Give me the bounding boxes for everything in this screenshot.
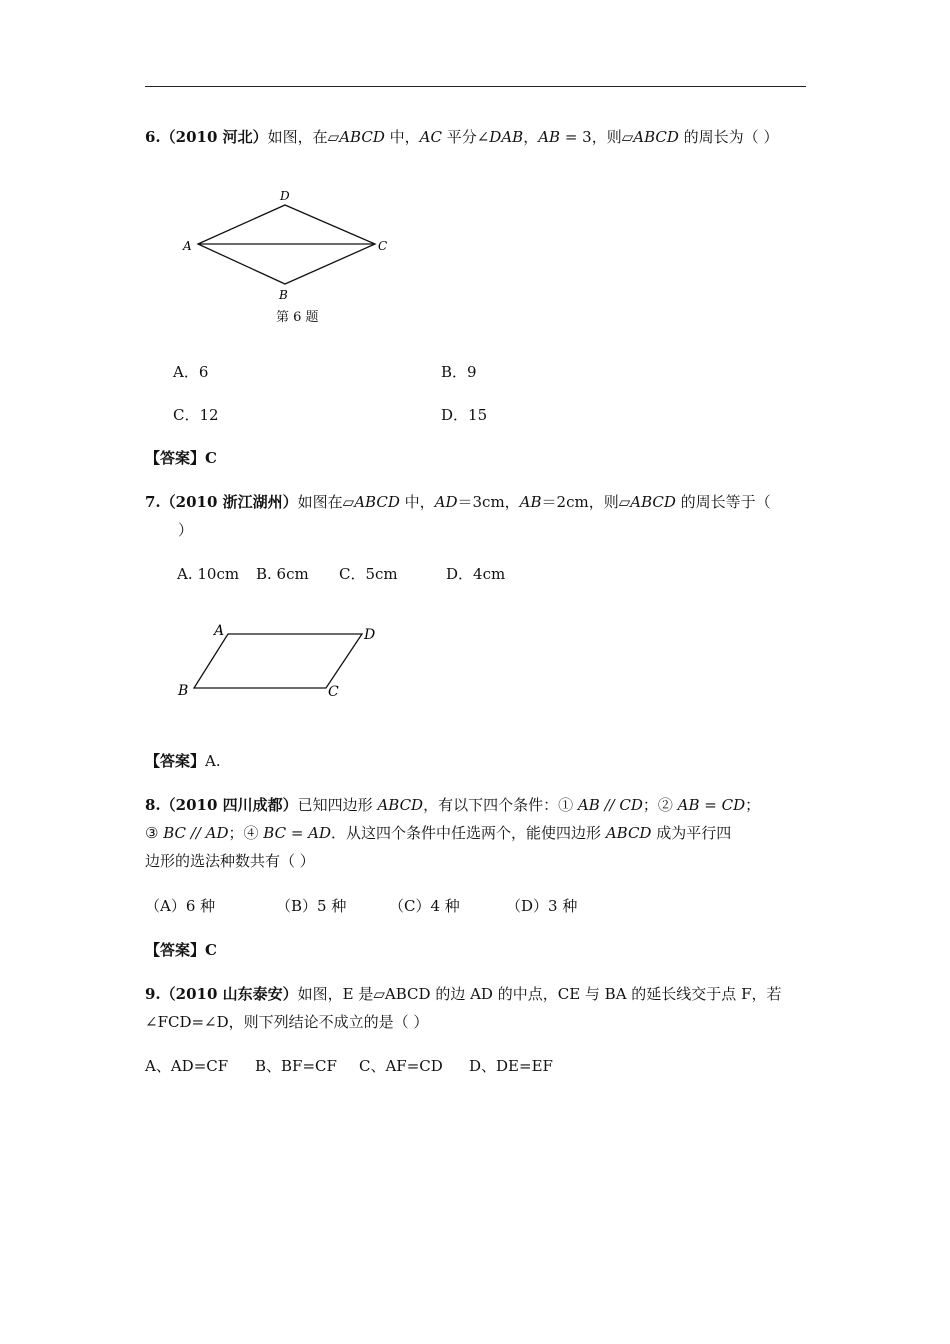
question-source: （2010 浙江湖州） [160,493,298,511]
parallelogram-symbol: ▱ [618,493,631,511]
figure-caption: 第 6 题 [276,310,319,325]
option-a: A、AD=CF [145,1057,229,1075]
question-7-stem-cont: ） [178,521,194,539]
rhombus-figure [170,180,410,310]
question-9-stem-line1: 9.（2010 山东泰安）如图，E 是▱ABCD 的边 AD 的中点，CE 与 BA 的延长线交于点 F，若 [145,985,782,1003]
label-b: B [279,288,288,302]
answer-7: 【答案】A. [145,752,221,770]
label-a: A [183,239,192,253]
answer-8: 【答案】C [145,941,217,959]
label-d: D [364,627,376,643]
question-number: 9. [145,985,161,1003]
question-source: （2010 四川成都） [160,796,298,814]
label-c: C [328,684,339,700]
label-a: A [214,623,225,639]
question-number: 8. [145,796,161,814]
option-b: （B）5 种 [276,897,347,915]
option-d: D、DE=EF [469,1057,553,1075]
answer-6: 【答案】C [145,449,217,467]
question-7-stem: 7.（2010 浙江湖州）如图在▱ABCD 中，AD＝3cm，AB＝2cm，则▱ABCD 的周长等于（ [145,493,771,511]
option-c: （C）4 种 [389,897,460,915]
parallelogram-outline [194,634,362,688]
option-c: C．5cm [339,565,398,583]
option-a: A．6 [173,363,209,381]
question-8-stem-line2: ③ BC // AD；④ BC = AD．从这四个条件中任选两个，能使四边形 ABCD 成为平行四 [145,824,732,842]
question-8-stem-line1: 8.（2010 四川成都）已知四边形 ABCD，有以下四个条件：① AB // CD；② AB = CD； [145,796,761,814]
option-b: B. 6cm [256,565,309,583]
question-9-stem-line2: ∠FCD=∠D，则下列结论不成立的是（ ） [145,1013,429,1031]
question-source: （2010 河北） [160,128,268,146]
parallelogram-symbol: ▱ [621,128,634,146]
question-source: （2010 山东泰安） [160,985,298,1003]
option-d: （D）3 种 [506,897,578,915]
question-8-stem-line3: 边形的选法种数共有（ ） [145,852,315,870]
label-b: B [178,683,189,699]
option-a: （A）6 种 [145,897,216,915]
parallelogram-figure [170,615,390,705]
question-6-stem: 6.（2010 河北）如图，在▱ABCD 中，AC 平分∠DAB，AB = 3，则▱ABCD 的周长为（ ） [145,128,779,146]
option-b: B、BF=CF [255,1057,337,1075]
option-d: D．4cm [446,565,506,583]
question-number: 6. [145,128,161,146]
parallelogram-symbol: ▱ [327,128,340,146]
option-d: D．15 [441,406,488,424]
label-d: D [280,189,290,203]
parallelogram-symbol: ▱ [373,985,385,1003]
option-c: C、AF=CD [359,1057,443,1075]
question-number: 7. [145,493,161,511]
parallelogram-symbol: ▱ [342,493,355,511]
option-a: A. 10cm [177,565,240,583]
option-b: B．9 [441,363,477,381]
option-c: C．12 [173,406,219,424]
label-c: C [378,239,388,253]
header-rule [145,86,806,87]
